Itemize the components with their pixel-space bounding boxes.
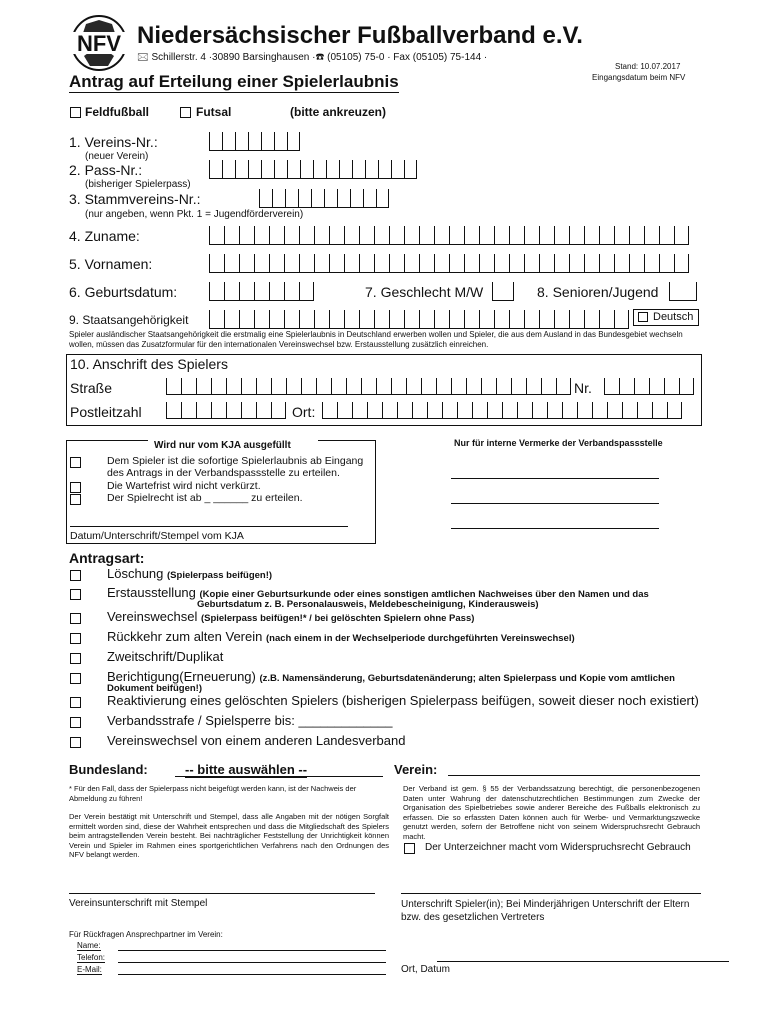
staat-note: Spieler ausländischer Staatsangehörigkeit die erstmalig eine Spielerlaubnis in Deutschland erwerben wollen und Spieler, die aus dem Ausland in das Bundesgebiet wechseln wollen, müssen das Zusatzformular für den internationalen Vereinswechsel bzw. Erstausstellung zusätzlich einreichen.: [69, 330, 683, 349]
rueckkehr-checkbox[interactable]: [70, 633, 81, 644]
vornamen-label: 5. Vornamen:: [69, 256, 153, 272]
strasse-input[interactable]: [166, 378, 571, 395]
bundesland-label: Bundesland:: [69, 762, 148, 777]
geschlecht-label: 7. Geschlecht M/W: [365, 284, 484, 300]
kja-item-2: Die Wartefrist wird nicht verkürzt.: [107, 480, 261, 492]
widerspruch-checkbox[interactable]: [404, 843, 415, 854]
footnote: * Für den Fall, dass der Spielerpass nicht beigefügt werden kann, ist der Nachweis der Abmeldung zu führen!: [69, 784, 357, 803]
bundesland-rule: [175, 776, 383, 777]
stamm-label: 3. Stammvereins-Nr.:: [69, 191, 201, 207]
zweitschrift-label: Zweitschrift/Duplikat: [107, 649, 224, 664]
erstausstellung-label: Erstausstellung (Kopie einer Geburtsurkunde oder eines sonstigen amtlichen Nachweises über den Namen und das: [107, 585, 649, 600]
verein-input[interactable]: [448, 775, 700, 776]
vereins-nr-label: 1. Vereins-Nr.:: [69, 134, 158, 150]
kja-checkbox-3[interactable]: [70, 494, 81, 505]
reaktivierung-checkbox[interactable]: [70, 697, 81, 708]
vereinswechsel-checkbox[interactable]: [70, 613, 81, 624]
stand-date: Stand: 10.07.2017: [615, 62, 681, 71]
verbandsstrafe-checkbox[interactable]: [70, 717, 81, 728]
internal-line-2: [451, 503, 659, 504]
kja-checkbox-1[interactable]: [70, 457, 81, 468]
loeschung-label: Löschung (Spielerpass beifügen!): [107, 566, 273, 581]
pass-nr-label: 2. Pass-Nr.:: [69, 162, 143, 178]
email-input[interactable]: [118, 974, 386, 975]
widerspruch-label: Der Unterzeichner macht vom Widerspruchsrecht Gebrauch: [425, 842, 691, 853]
kja-checkbox-2[interactable]: [70, 482, 81, 493]
nr-label: Nr.: [574, 380, 592, 396]
berichtigung-extra: Dokument beifügen!): [107, 683, 202, 694]
vereins-nr-input[interactable]: [209, 132, 300, 151]
telefon-label: Telefon:: [77, 953, 106, 962]
plz-input[interactable]: [166, 402, 286, 419]
address-line: 🖂 Schillerstr. 4 ·30890 Barsinghausen ·☎ (05105) 75-0 · Fax (05105) 75-144 ·: [137, 52, 488, 63]
address-heading: 10. Anschrift des Spielers: [70, 356, 228, 372]
stamm-input[interactable]: [259, 189, 389, 208]
kja-item-3: Der Spielrecht ist ab _ ______ zu erteilen.: [107, 492, 303, 504]
berichtigung-label: Berichtigung(Erneuerung) (z.B. Namensänderung, Geburtsdatenänderung; alten Spielerpass und Kopie vom amtlichen: [107, 669, 675, 684]
pass-nr-note: (bisheriger Spielerpass): [85, 179, 191, 190]
kja-sign-line: [70, 526, 348, 527]
rueckfragen-label: Für Rückfragen Ansprechpartner im Verein:: [69, 930, 223, 939]
vereins-nr-note: (neuer Verein): [85, 151, 149, 162]
email-label: E-Mail:: [77, 965, 102, 974]
antragsart-heading: Antragsart:: [69, 550, 145, 566]
rueckkehr-label: Rückkehr zum alten Verein (nach einem in der Wechselperiode durchgeführten Vereinswechsel): [107, 629, 575, 644]
vereinswechsel-label: Vereinswechsel (Spielerpass beifügen!* / bei gelöschten Spielern ohne Pass): [107, 609, 475, 624]
futsal-checkbox[interactable]: [180, 107, 191, 118]
geburtsdatum-input[interactable]: [209, 282, 314, 301]
zuname-input[interactable]: [209, 226, 689, 245]
privacy-text: Der Verband ist gem. § 55 der Verbandssatzung berechtigt, die personenbezogenen Daten unter Wahrung der datenschutzrechtlichen Bestimmungen zum Zwecke der Organisation des Spielbetriebes sowie anderer Bereiche des Fußballs elektronisch zu erfassen. Die so erfassten Daten können auch für Werbe- und Vermarktungszwecke genutzt werden, sofern der Betroffene nicht von seinem Widerspruchsrecht Gebrauch macht.: [403, 784, 700, 841]
feldfussball-label: Feldfußball: [85, 105, 149, 119]
internal-heading: Nur für interne Vermerke der Verbandspassstelle: [454, 438, 663, 448]
ort-label: Ort:: [292, 404, 316, 420]
spielerunterschrift-label: Unterschrift Spieler(in); Bei Minderjährigen Unterschrift der Eltern bzw. des gesetzlichen Vertreters: [401, 899, 690, 923]
internal-line-1: [451, 478, 659, 479]
vereinsunterschrift-label: Vereinsunterschrift mit Stempel: [69, 898, 208, 909]
verein-label: Verein:: [394, 762, 438, 777]
deutsch-label: Deutsch: [653, 311, 694, 323]
spielerunterschrift-line[interactable]: [401, 893, 701, 894]
staat-input[interactable]: [209, 310, 629, 329]
eingang-label: Eingangsdatum beim NFV: [592, 73, 686, 82]
kja-top-left-rule: [66, 440, 148, 441]
nr-input[interactable]: [604, 378, 694, 395]
kja-heading: Wird nur vom KJA ausgefüllt: [154, 440, 291, 451]
pass-nr-input[interactable]: [209, 160, 417, 179]
loeschung-checkbox[interactable]: [70, 570, 81, 581]
geschlecht-input[interactable]: [492, 282, 514, 301]
form-title: Antrag auf Erteilung einer Spielerlaubnis: [69, 72, 399, 91]
landesverband-checkbox[interactable]: [70, 737, 81, 748]
plz-label: Postleitzahl: [70, 404, 142, 420]
nfv-logo: [66, 14, 132, 72]
name-input[interactable]: [118, 950, 386, 951]
stamm-note: (nur angeben, wenn Pkt. 1 = Jugendförderverein): [85, 209, 304, 220]
confirm-text: Der Verein bestätigt mit Unterschrift und Stempel, dass alle Angaben mit der nötigen Sorgfalt ermittelt worden sind, diese der Wahrheit entsprechen und dass die Mitgliedschaft des Spielers beim antragstellenden Verein besteht. Bei nachträglicher Feststellung der Unrichtigkeit können Verein und Spieler im Rahmen eines sportgerichtlichen Verfahrens nach den Ordnungen des NFV belangt werden.: [69, 812, 389, 859]
ort-input[interactable]: [322, 402, 682, 419]
kja-item-1: Dem Spieler ist die sofortige Spielerlaubnis ab Eingang des Antrags in der Verbandspassstelle zu erteilen.: [107, 455, 364, 479]
kja-sign-label: Datum/Unterschrift/Stempel vom KJA: [70, 530, 244, 542]
logo-text: NFV: [77, 31, 121, 56]
zweitschrift-checkbox[interactable]: [70, 653, 81, 664]
reaktivierung-label: Reaktivierung eines gelöschten Spielers (bisherigen Spielerpass beifügen, soweit dieser noch existiert): [107, 693, 699, 708]
telefon-input[interactable]: [118, 962, 386, 963]
vornamen-input[interactable]: [209, 254, 689, 273]
senioren-input[interactable]: [669, 282, 697, 301]
deutsch-checkbox[interactable]: [638, 312, 648, 322]
futsal-label: Futsal: [196, 105, 232, 119]
senioren-label: 8. Senioren/Jugend: [537, 284, 659, 300]
type-hint: (bitte ankreuzen): [290, 105, 387, 119]
verbandsstrafe-label: Verbandsstrafe / Spielsperre bis: _____________: [107, 713, 393, 728]
staat-label: 9. Staatsangehörigkeit: [69, 313, 189, 327]
zuname-label: 4. Zuname:: [69, 228, 140, 244]
strasse-label: Straße: [70, 380, 113, 396]
berichtigung-checkbox[interactable]: [70, 673, 81, 684]
name-label: Name:: [77, 941, 101, 950]
landesverband-label: Vereinswechsel von einem anderen Landesverband: [107, 733, 406, 748]
feldfussball-checkbox[interactable]: [70, 107, 81, 118]
ort-datum-label: Ort, Datum: [401, 964, 450, 975]
internal-line-3: [451, 528, 659, 529]
org-name: Niedersächsischer Fußballverband e.V.: [137, 22, 583, 49]
geburtsdatum-label: 6. Geburtsdatum:: [69, 284, 178, 300]
vereinsunterschrift-line[interactable]: [69, 893, 375, 894]
kja-top-right-rule: [318, 440, 376, 441]
erstausstellung-extra: Geburtsdatum z. B. Personalausweis, Meldebescheinigung, Kinderausweis): [197, 599, 539, 610]
erstausstellung-checkbox[interactable]: [70, 589, 81, 600]
ort-datum-line[interactable]: [437, 961, 729, 962]
bundesland-select[interactable]: -- bitte auswählen --: [185, 762, 308, 777]
